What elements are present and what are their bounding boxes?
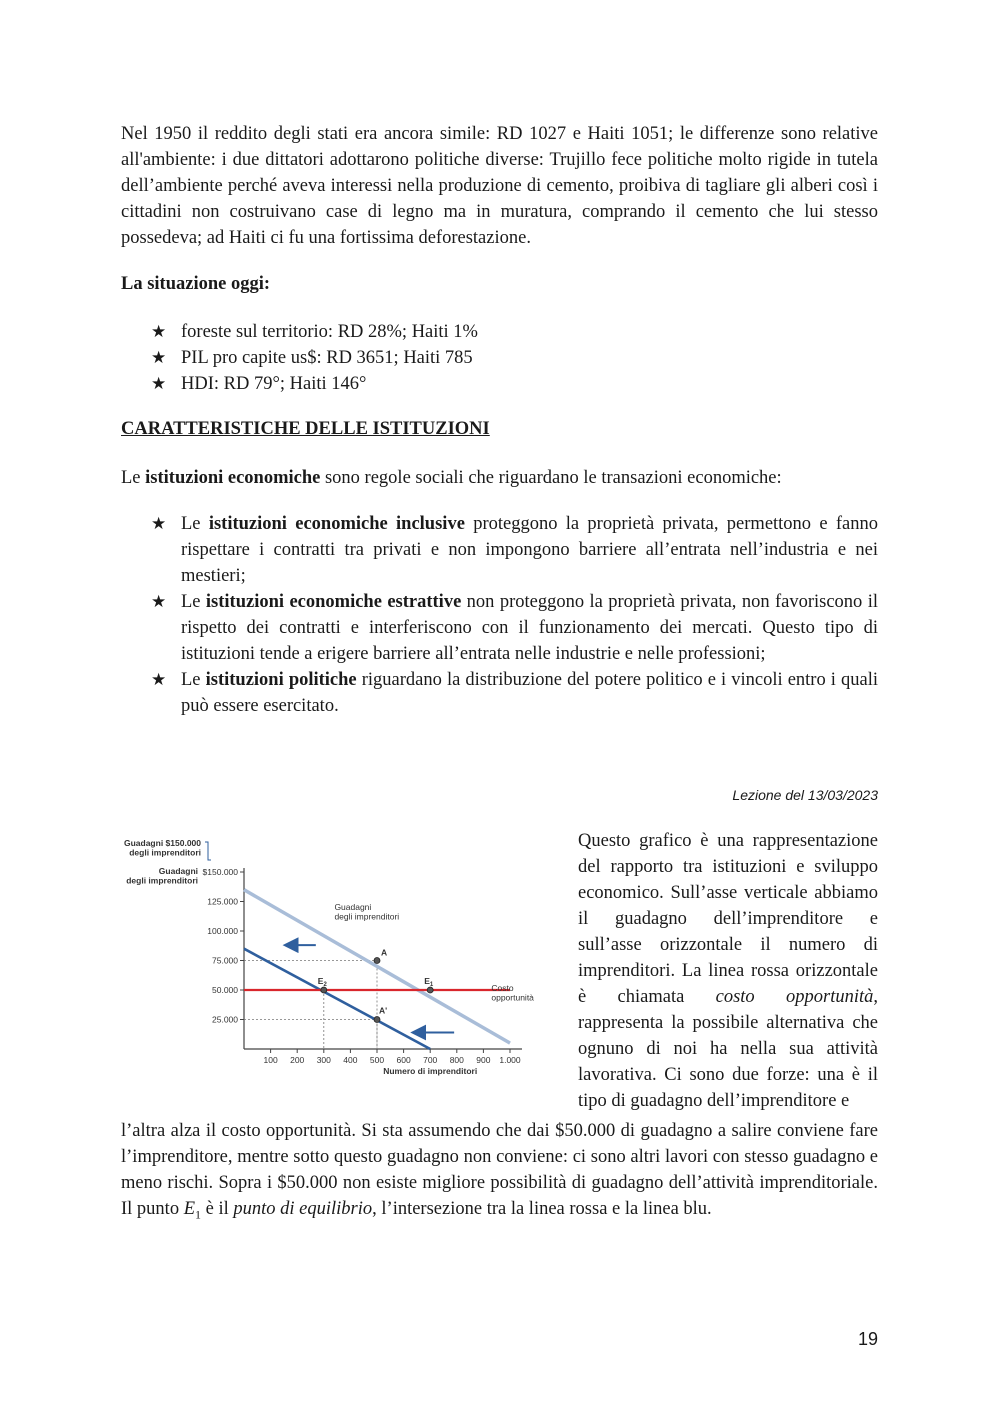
y-tick-label: 75.000 [212,955,238,966]
series-line-shifted [244,949,430,1049]
star-bullet-icon: ★ [151,670,167,690]
x-tick-label: 100 [263,1055,278,1065]
series-label-guadagni: Guadagni degli imprenditori [334,901,400,922]
intro-paragraph: Nel 1950 il reddito degli stati era ancora simile: RD 1027 e Haiti 1051; le differenze sono relative all'ambiente: i due dittatori adottarono politiche diverse: Trujillo fece politiche molto rigide in tutela dell’ambiente perché aveva interessi nella produzione di cemento, proibiva di tagliare gli alberi così i cittadini non costruivano case di legno ma in muratura, comprando il cemento che lui stesso possedeva; ad Haiti ci fu una fortissima deforestazione. [121,124,878,248]
star-bullet-icon: ★ [151,374,167,394]
list-item: ★ Le istituzioni economiche estrattive non proteggono la proprietà privata, non favoriscono il rispetto dei contratti e interferiscono con il funzionamento dei mercati. Questo tipo di istituzioni tende a erigere barriere all’entrata nelle industrie e nelle professioni; [121,589,878,667]
x-axis-title: Numero di imprenditori [383,1066,478,1076]
y-tick-label: $150.000 [202,867,238,877]
x-tick-label: 600 [396,1055,411,1065]
section-heading: CARATTERISTICHE DELLE ISTITUZIONI [121,419,490,439]
istituzioni-list [121,511,878,719]
x-tick-label: 400 [343,1055,358,1065]
y-tick-label: 50.000 [212,985,238,995]
continuation-paragraph: l’altra alza il costo opportunità. Si sta assumendo che dai $50.000 di guadagno a salire conviene fare l’imprenditore, mentre sotto questo guadagno non conviene: ci sono altri lavori con stesso guadagno e meno rischi. Sopra i $50.000 non esiste migliore possibilità di guadagno dell’attività imprenditoriale. Il punto $E_1$ è il punto di equilibrio, l’intersezione tra la linea rossa e la linea blu. [121,1121,878,1222]
equilibrium-chart [80,834,550,1084]
y-tick-label: 25.000 [212,1014,238,1025]
x-tick-label: 800 [449,1055,464,1065]
point-label: A' [379,1005,388,1016]
list-item: ★ HDI: RD 79°; Haiti 146° [121,371,878,397]
y-tick-label: 100.000 [207,926,238,936]
series-label-costo: Costo opportunità [491,983,534,1003]
list-item: ★ foreste sul territorio: RD 28%; Haiti 1% [121,319,878,345]
x-tick-label: 1.000 [499,1055,521,1065]
x-tick-label: 300 [316,1055,331,1065]
x-tick-label: 700 [423,1055,438,1065]
list-item: ★ PIL pro capite us$: RD 3651; Haiti 785 [121,345,878,371]
point-a-prime [374,1017,380,1023]
x-tick-label: 200 [290,1055,305,1065]
istituzioni-intro: Le istituzioni economiche sono regole sociali che riguardano le transazioni economiche: [121,468,782,488]
x-tick-label: 500 [369,1055,385,1065]
star-bullet-icon: ★ [151,322,167,342]
point-label: $E_2$ [317,976,327,988]
list-item: ★ Le istituzioni politiche riguardano la distribuzione del potere politico e i vincoli entro i quali può essere esercitato. [121,667,878,719]
star-bullet-icon: ★ [151,348,167,368]
point-label: A [381,947,388,958]
star-bullet-icon: ★ [151,592,167,612]
situazione-heading: La situazione oggi: [121,274,271,294]
point-a [374,958,380,964]
y-axis-title: Guadagni degli imprenditori [126,866,198,886]
x-tick-label: 900 [476,1055,491,1065]
y-tick-label: 125.000 [207,896,238,907]
star-bullet-icon: ★ [151,514,167,534]
point-label: $E_1$ [424,976,434,988]
chart-description: Questo grafico è una rappresentazione del rapporto tra istituzioni e sviluppo economico. Sull’asse verticale abbiamo il guadagno dell’imprenditore e sull’asse orizzontale il numero di imprenditori. La linea rossa orizzontale è chiamata costo opportunità, rappresenta la possibile alternativa che ognuno di noi ha nella sua attività lavorativa. Ci sono due forze: una è il tipo di guadagno dell’imprenditore e [578,831,878,1111]
page-number: 19 [857,1329,878,1349]
situazione-list [121,319,878,397]
list-item: ★ Le istituzioni economiche inclusive proteggono la proprietà privata, permettono e fanno rispettare i contratti tra privati e non impongono barriere all’entrata nell’industria e nei mestieri; [121,511,878,589]
outer-axis-bracket [205,842,211,860]
lecture-date: Lezione del 13/03/2023 [732,787,878,803]
outer-axis-label: Guadagni $150.000 degli imprenditori [123,838,201,858]
